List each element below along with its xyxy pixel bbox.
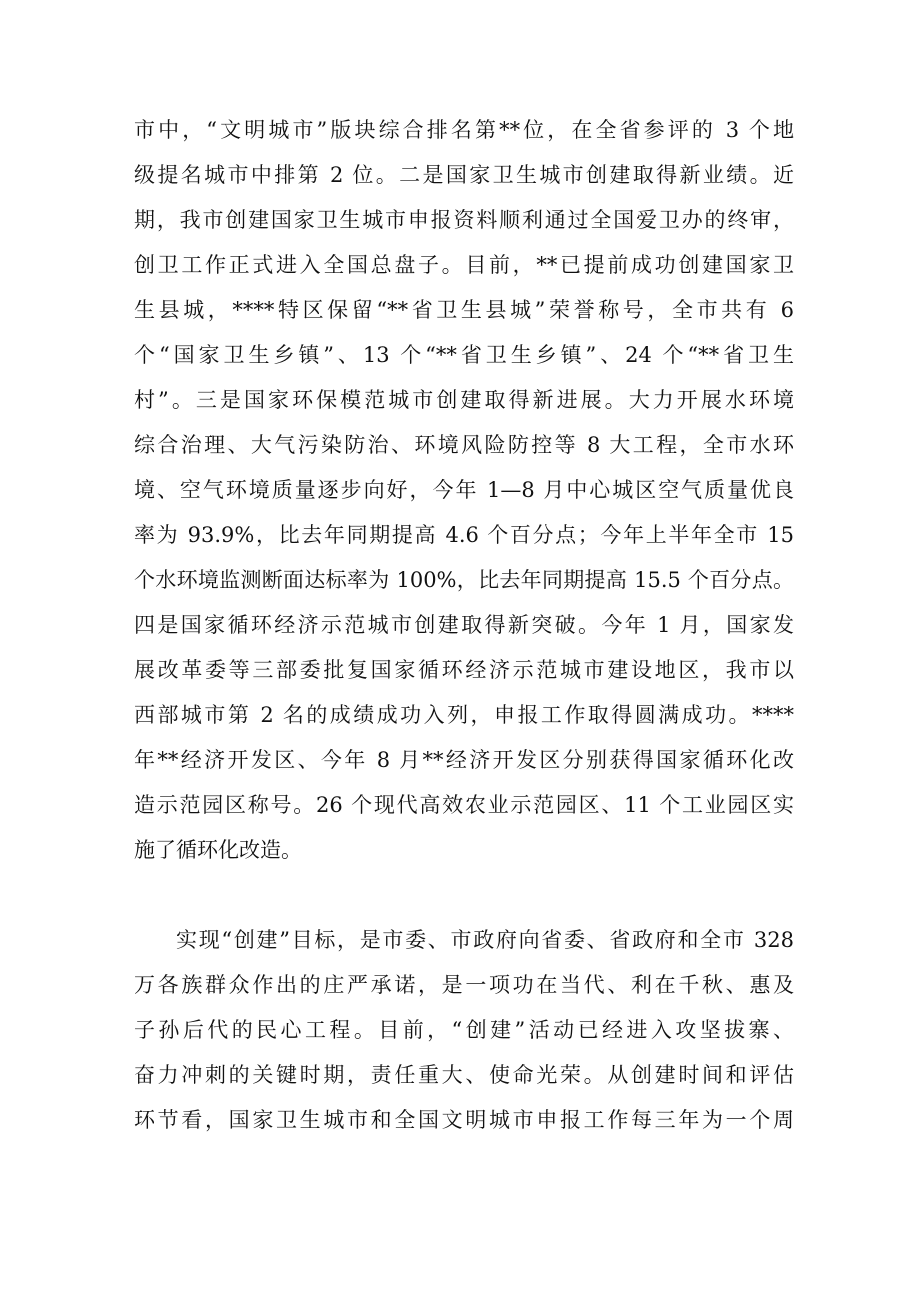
paragraph-line: 环节看，国家卫生城市和全国文明城市申报工作每三年为一个周 [134,1108,794,1132]
paragraph-line: 万各族群众作出的庄严承诺，是一项功在当代、利在千秋、惠及 [134,973,794,997]
paragraph-2 [134,918,794,1143]
paragraph-line: 生县城，****特区保留“**省卫生县城”荣誉称号，全市共有 6 [134,298,794,322]
paragraph-line: 造示范园区称号。26 个现代高效农业示范园区、11 个工业园区实 [134,793,794,817]
paragraph-line: 个“国家卫生乡镇”、13 个“**省卫生乡镇”、24 个“**省卫生 [134,343,794,367]
paragraph-line: 村”。三是国家环保模范城市创建取得新进展。大力开展水环境 [134,388,794,412]
paragraph-1 [134,108,794,873]
paragraph-line: 综合治理、大气污染防治、环境风险防控等 8 大工程，全市水环 [134,433,794,457]
paragraph-line: 市中，“文明城市”版块综合排名第**位，在全省参评的 3 个地 [134,118,794,142]
paragraph-line: 境、空气环境质量逐步向好，今年 1—8 月中心城区空气质量优良 [134,478,794,502]
paragraph-line: 实现“创建”目标，是市委、市政府向省委、省政府和全市 328 [176,928,794,952]
paragraph-line: 年**经济开发区、今年 8 月**经济开发区分别获得国家循环化改 [134,748,794,772]
paragraph-line: 四是国家循环经济示范城市创建取得新突破。今年 1 月，国家发 [134,613,794,637]
paragraph-line: 展改革委等三部委批复国家循环经济示范城市建设地区，我市以 [134,658,794,682]
paragraph-line: 期，我市创建国家卫生城市申报资料顺利通过全国爱卫办的终审， [134,208,794,232]
paragraph-line: 创卫工作正式进入全国总盘子。目前，**已提前成功创建国家卫 [134,253,794,277]
paragraph-line: 级提名城市中排第 2 位。二是国家卫生城市创建取得新业绩。近 [134,163,794,187]
paragraph-line: 子孙后代的民心工程。目前，“创建”活动已经进入攻坚拔寨、 [134,1018,794,1042]
paragraph-line: 个水环境监测断面达标率为 100%，比去年同期提高 15.5 个百分点。 [134,568,794,592]
paragraph-line: 率为 93.9%，比去年同期提高 4.6 个百分点；今年上半年全市 15 [134,523,794,547]
paragraph-line: 施了循环化改造。 [134,838,302,862]
paragraph-line: 奋力冲刺的关键时期，责任重大、使命光荣。从创建时间和评估 [134,1063,794,1087]
paragraph-line: 西部城市第 2 名的成绩成功入列，申报工作取得圆满成功。**** [134,703,794,727]
